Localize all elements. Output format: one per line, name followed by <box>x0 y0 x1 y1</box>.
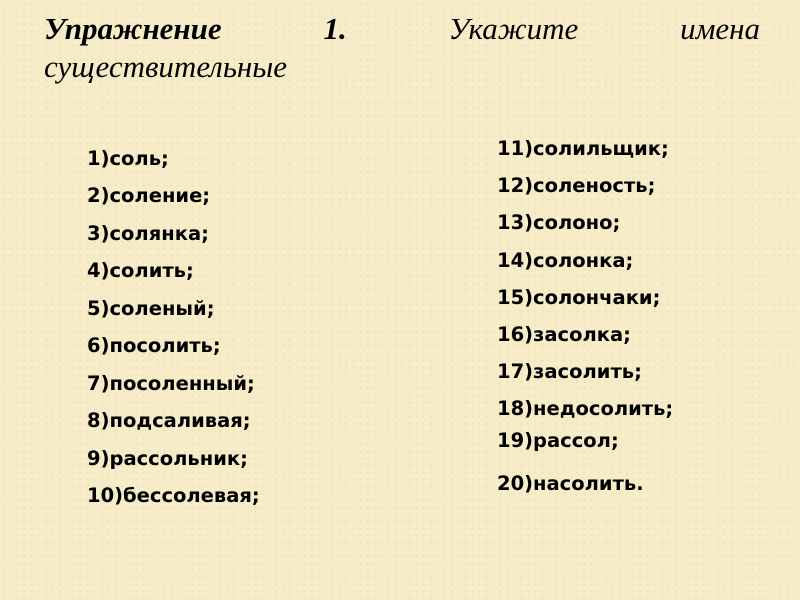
list-item: 6)посолить; <box>87 334 221 357</box>
title-word-exercise: Упражнение <box>44 11 222 46</box>
list-item: 16)засолка; <box>497 323 631 346</box>
list-item: 1)соль; <box>87 147 169 170</box>
title-word-indicate: Укажите <box>448 11 579 46</box>
list-item: 7)посоленный; <box>87 372 255 395</box>
list-item: 11)солильщик; <box>497 137 669 160</box>
list-item: 20)насолить. <box>497 472 644 495</box>
list-item: 19)рассол; <box>497 429 619 452</box>
list-item: 13)солоно; <box>497 211 621 234</box>
title-line-2: существительные <box>44 49 288 84</box>
list-item: 12)соленость; <box>497 174 656 197</box>
list-item: 9)рассольник; <box>87 447 248 470</box>
title-word-number: 1. <box>323 11 347 46</box>
list-item: 14)солонка; <box>497 249 634 272</box>
list-item: 5)соленый; <box>87 297 215 320</box>
list-item: 15)солончаки; <box>497 286 661 309</box>
list-item: 8)подсаливая; <box>87 409 251 432</box>
list-item: 10)бессолевая; <box>87 484 260 507</box>
list-item: 18)недосолить; <box>497 397 674 420</box>
list-item: 2)соление; <box>87 184 211 207</box>
list-item: 3)солянка; <box>87 222 209 245</box>
list-item: 4)солить; <box>87 259 194 282</box>
title-word-names: имена <box>680 11 760 46</box>
list-item: 17)засолить; <box>497 360 642 383</box>
